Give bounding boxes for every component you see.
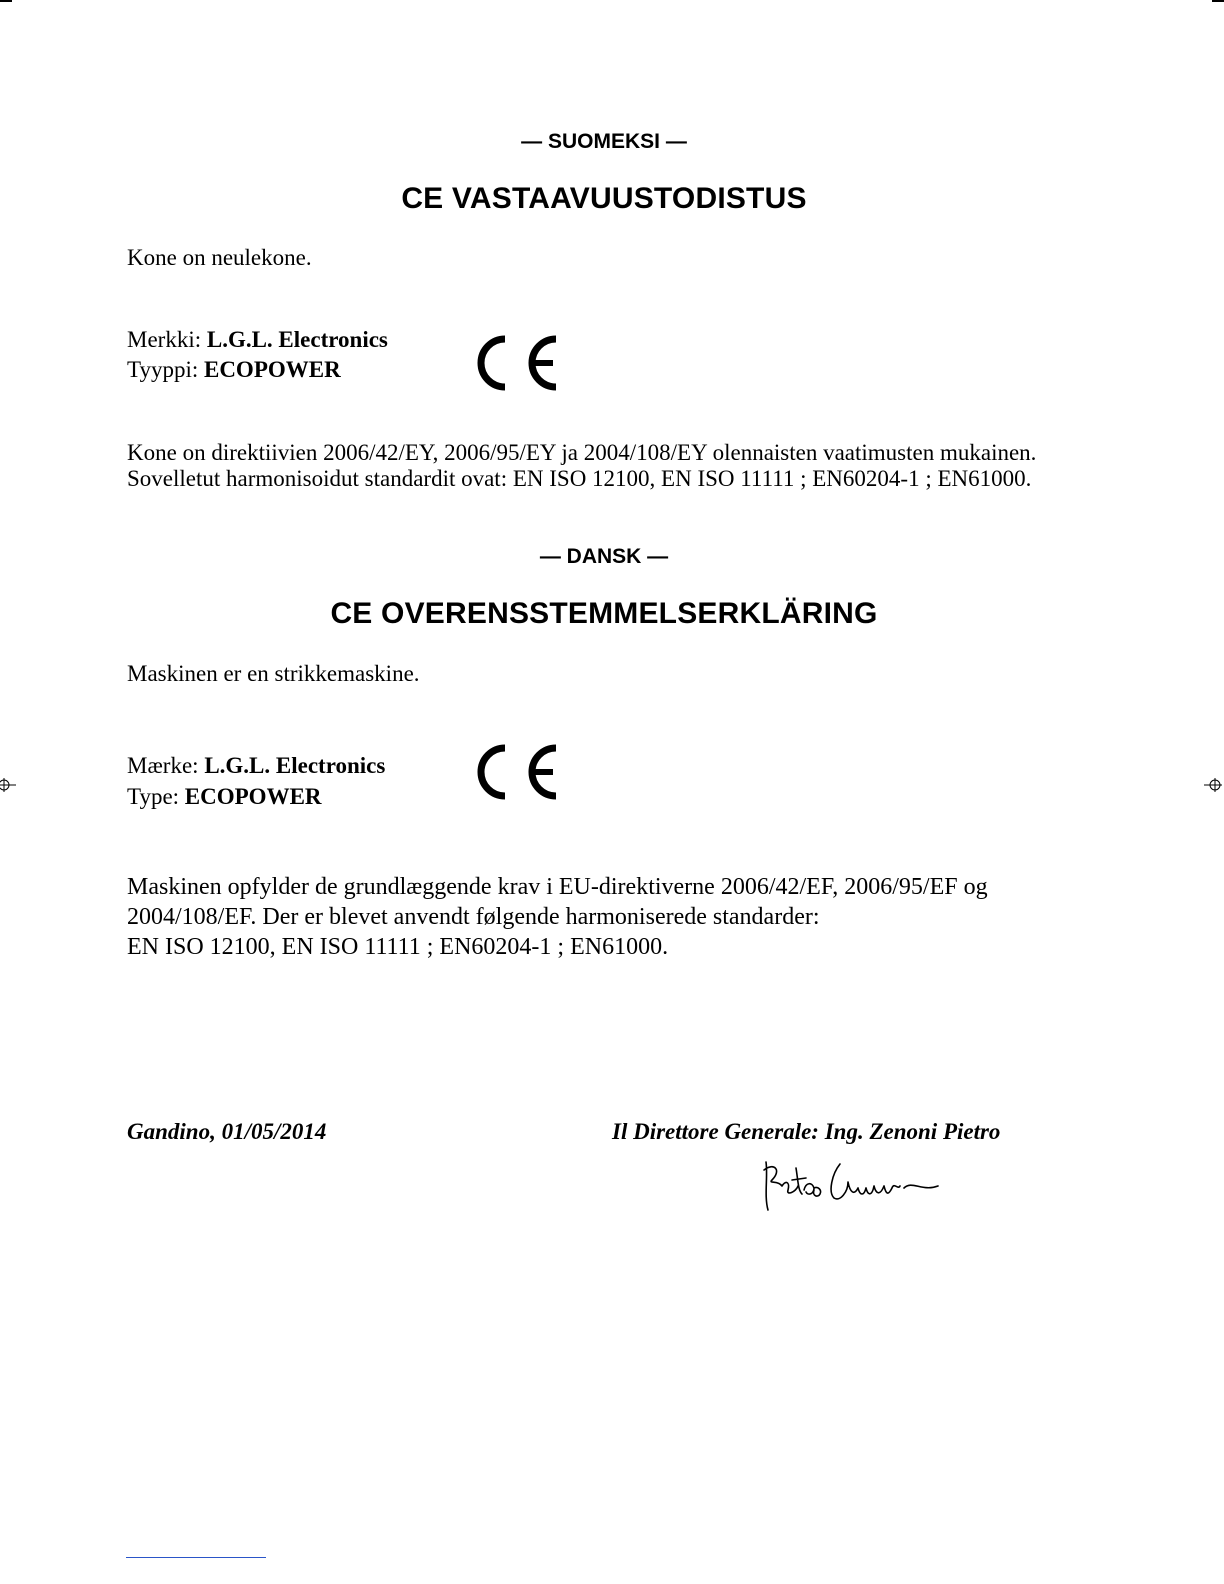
danish-machine-line: Maskinen er en strikkemaskine. (127, 661, 420, 686)
place-date: Gandino, 01/05/2014 (127, 1119, 327, 1144)
footer-rule (126, 1557, 266, 1558)
finnish-machine-line: Kone on neulekone. (127, 245, 312, 270)
danish-type-value: ECOPOWER (184, 784, 322, 809)
finnish-title: CE VASTAAVUUSTODISTUS (401, 182, 807, 215)
finnish-brand-label: Merkki: (127, 327, 207, 352)
finnish-brand-value: L.G.L. Electronics (206, 327, 388, 352)
danish-type-label: Type: (127, 784, 185, 809)
handwritten-signature (756, 1156, 942, 1216)
finnish-type-value: ECOPOWER (203, 357, 341, 382)
danish-title: CE OVERENSSTEMMELSERKLÄRING (330, 597, 878, 630)
signatory-line: Il Direttore Generale: Ing. Zenoni Pietro (612, 1119, 1001, 1144)
danish-compliance-line-2: 2004/108/EF. Der er blevet anvendt følgende harmoniserede standarder: (127, 904, 820, 930)
crop-mark-top-right (1212, 0, 1224, 2)
crop-mark-top-left (0, 0, 12, 2)
danish-type-line (127, 784, 322, 810)
danish-ce-mark-icon (477, 742, 567, 802)
danish-brand-line (127, 753, 385, 779)
finnish-type-label: Tyyppi: (127, 357, 204, 382)
danish-brand-label: Mærke: (127, 753, 205, 778)
danish-language-heading: — DANSK — (539, 545, 669, 568)
finnish-compliance-line-2: Sovelletut harmonisoidut standardit ovat: EN ISO 12100, EN ISO 11111 ; EN60204-1 ; EN61000. (127, 466, 1032, 491)
finnish-type-line (127, 357, 341, 383)
finnish-brand-line (127, 327, 388, 353)
registration-mark-left-icon (0, 776, 18, 794)
finnish-language-heading: — SUOMEKSI — (521, 130, 687, 153)
danish-compliance-line-3: EN ISO 12100, EN ISO 11111 ; EN60204-1 ; EN61000. (127, 934, 669, 960)
danish-compliance-line-1: Maskinen opfylder de grundlæggende krav i EU-direktiverne 2006/42/EF, 2006/95/EF og (127, 874, 988, 900)
registration-mark-right-icon (1204, 776, 1222, 794)
danish-brand-value: L.G.L. Electronics (204, 753, 386, 778)
finnish-ce-mark-icon (477, 333, 567, 393)
finnish-compliance-line-1: Kone on direktiivien 2006/42/EY, 2006/95/EY ja 2004/108/EY olennaisten vaatimusten mukainen. (127, 440, 1037, 465)
